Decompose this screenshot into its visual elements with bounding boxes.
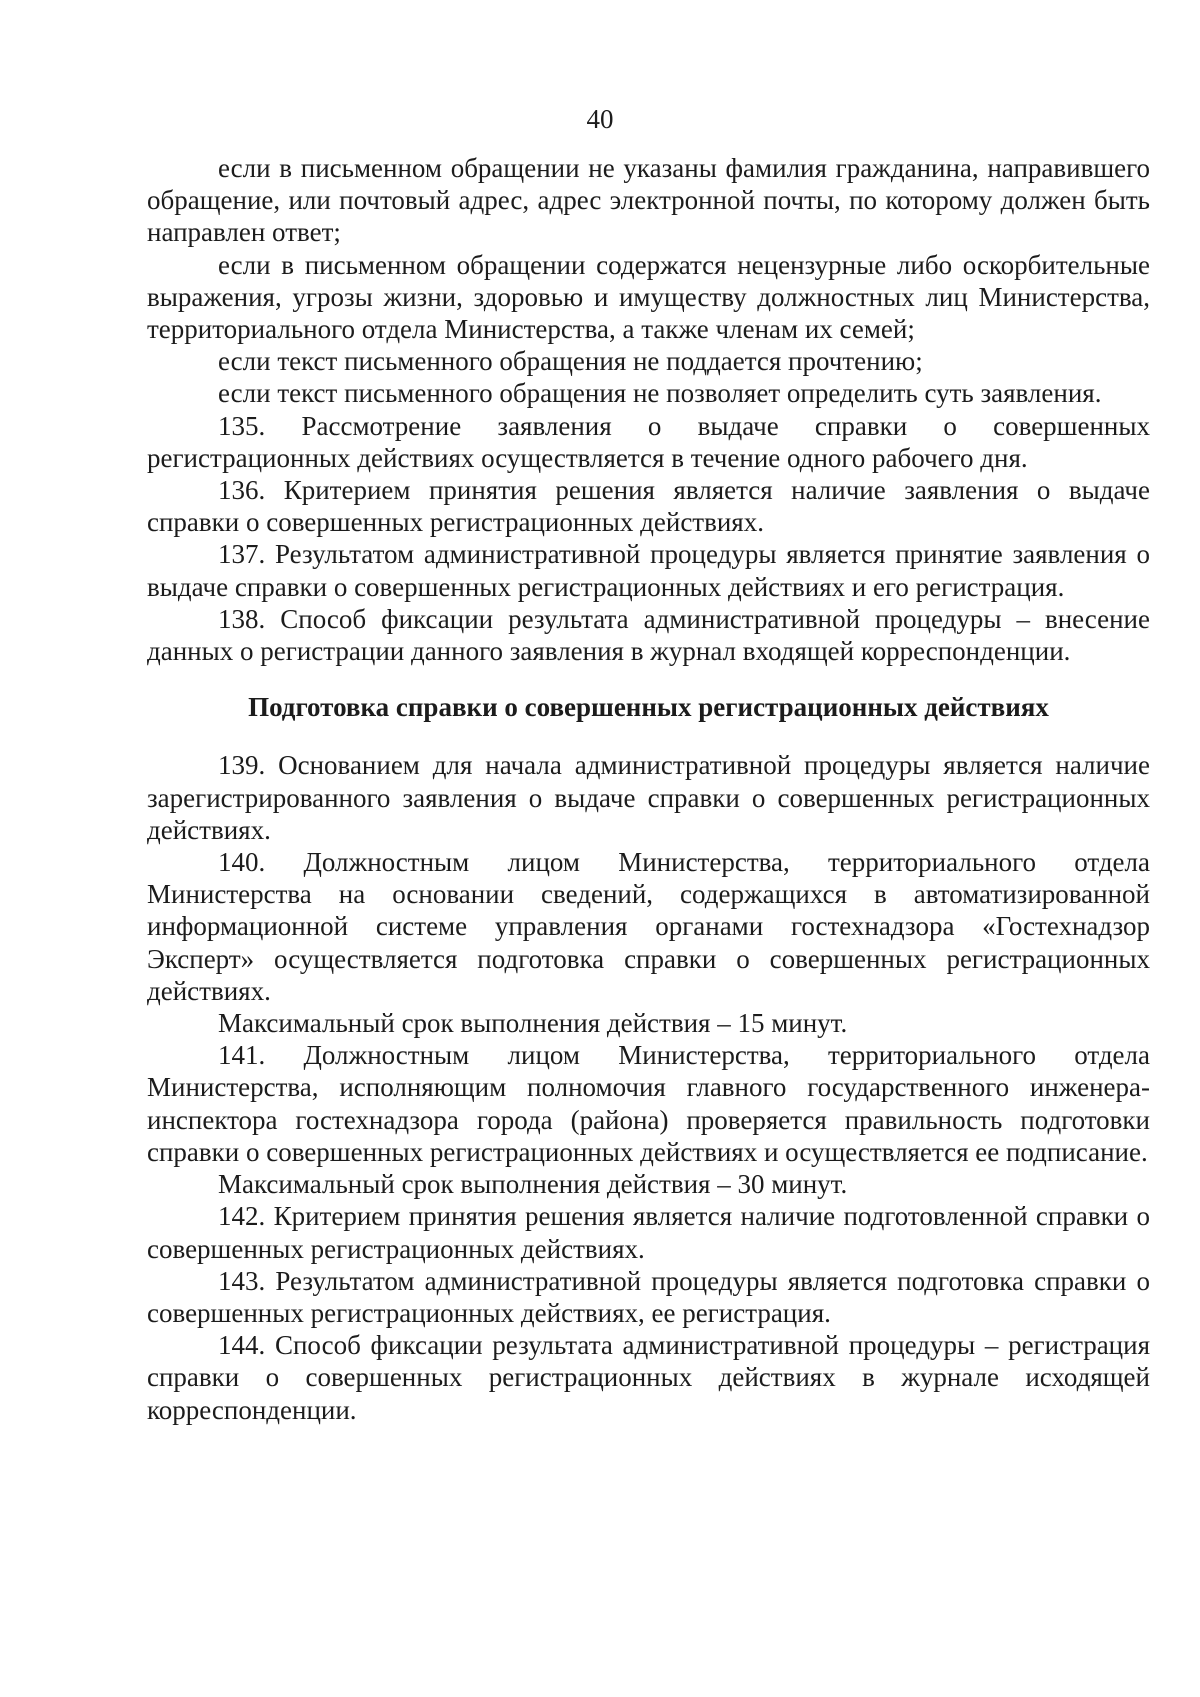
paragraph: если в письменном обращении не указаны фамилия гражданина, направившего обращение, или почтовый адрес, адрес электронной почты, по которому должен быть направлен ответ; — [147, 153, 1150, 248]
document-body — [147, 152, 1150, 1426]
paragraph: 139. Основанием для начала административной процедуры является наличие зарегистрированного заявления о выдаче справки о совершенных регистрационных действиях. — [147, 750, 1150, 845]
section-title: Подготовка справки о совершенных регистрационных действиях — [248, 692, 1049, 723]
paragraph: 136. Критерием принятия решения является наличие заявления о выдаче справки о совершенных регистрационных действиях. — [147, 475, 1150, 538]
paragraph: 143. Результатом административной процедуры является подготовка справки о совершенных регистрационных действиях, ее регистрация. — [147, 1265, 1150, 1328]
paragraph: 138. Способ фиксации результата административной процедуры – внесение данных о регистрации данного заявления в журнал входящей корреспонденции. — [147, 603, 1150, 667]
paragraph: 137. Результатом административной процедуры является принятие заявления о выдаче справки о совершенных регистрационных действиях и его регистрация. — [147, 539, 1150, 602]
paragraph: 141. Должностным лицом Министерства, территориального отдела Министерства, исполняющим полномочия главного государственного инженера-инспектора гостехнадзора города (района) проверяется правильность подготовки справки о совершенных регистрационных действиях и осуществляется ее подписание. — [147, 1040, 1150, 1167]
paragraph: 135. Рассмотрение заявления о выдаче справки о совершенных регистрационных действиях осуществляется в течение одного рабочего дня. — [147, 410, 1150, 473]
page-number: 40 — [586, 104, 614, 134]
paragraph: Максимальный срок выполнения действия – 15 минут. — [218, 1008, 848, 1039]
paragraph: 142. Критерием принятия решения является наличие подготовленной справки о совершенных регистрационных действиях. — [147, 1201, 1150, 1264]
paragraph: 144. Способ фиксации результата административной процедуры – регистрация справки о совершенных регистрационных действиях в журнале исходящей корреспонденции. — [147, 1330, 1150, 1425]
paragraph: если в письменном обращении содержатся нецензурные либо оскорбительные выражения, угрозы жизни, здоровью и имуществу должностных лиц Министерства, территориального отдела Министерства, а также членам их семей; — [147, 249, 1150, 345]
paragraph: если текст письменного обращения не позволяет определить суть заявления. — [218, 378, 1102, 409]
paragraph: 140. Должностным лицом Министерства, территориального отдела Министерства на основании сведений, содержащихся в автоматизированной информационной системе управления органами гостехнадзора «Гостехнадзор Эксперт» осуществляется подготовка справки о совершенных регистрационных действиях. — [147, 847, 1150, 1006]
paragraph: если текст письменного обращения не поддается прочтению; — [218, 346, 923, 377]
paragraph: Максимальный срок выполнения действия – 30 минут. — [218, 1169, 848, 1200]
